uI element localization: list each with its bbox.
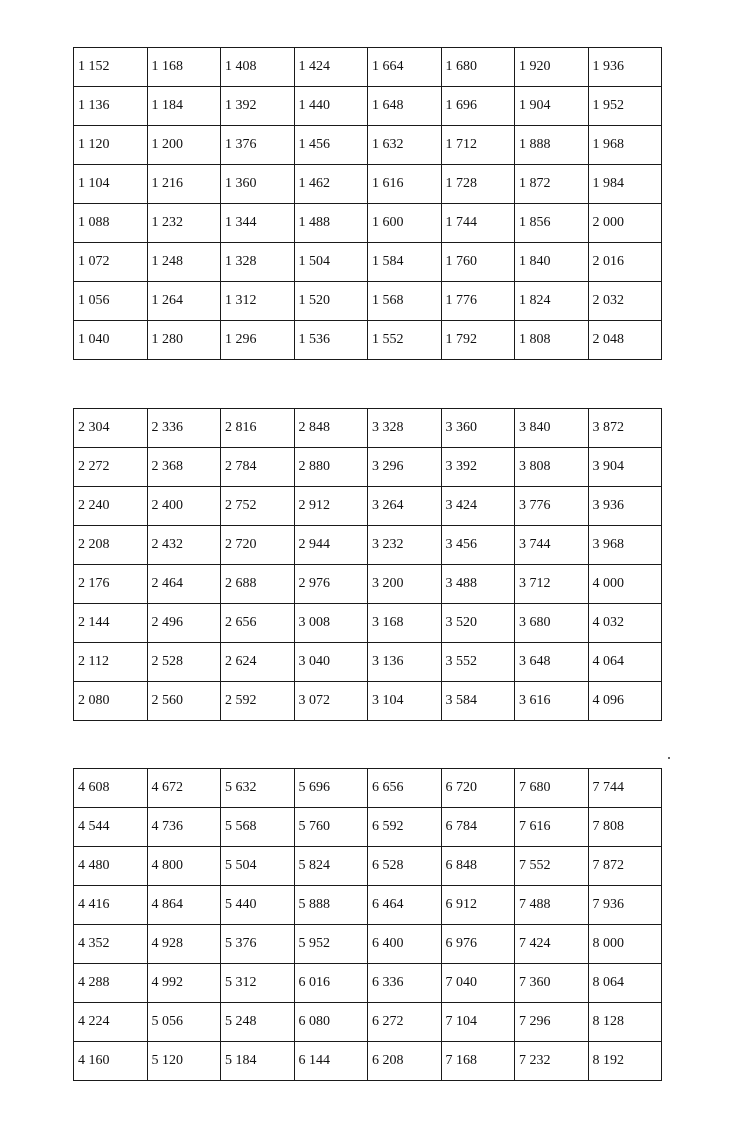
table-row <box>74 769 662 808</box>
table-cell: 3 840 <box>515 409 589 448</box>
table-cell: 1 056 <box>74 282 148 321</box>
table-cell: 4 544 <box>74 808 148 847</box>
table-cell: 4 800 <box>147 847 221 886</box>
table-body <box>74 48 662 360</box>
table-row <box>74 604 662 643</box>
table-cell: 1 104 <box>74 165 148 204</box>
table-row <box>74 886 662 925</box>
table-cell: 6 784 <box>441 808 515 847</box>
table-cell: 7 680 <box>515 769 589 808</box>
stray-dot <box>668 757 670 759</box>
table-cell: 1 120 <box>74 126 148 165</box>
table-cell: 2 080 <box>74 682 148 721</box>
number-table-1 <box>73 47 662 360</box>
table-cell: 3 296 <box>368 448 442 487</box>
table-row <box>74 808 662 847</box>
table-cell: 2 528 <box>147 643 221 682</box>
table-cell: 1 568 <box>368 282 442 321</box>
table-row <box>74 682 662 721</box>
table-cell: 3 040 <box>294 643 368 682</box>
table-cell: 1 392 <box>221 87 295 126</box>
table-cell: 3 744 <box>515 526 589 565</box>
table-cell: 1 616 <box>368 165 442 204</box>
table-cell: 1 136 <box>74 87 148 126</box>
table-cell: 8 128 <box>588 1003 662 1042</box>
table-cell: 1 744 <box>441 204 515 243</box>
table-cell: 1 520 <box>294 282 368 321</box>
table-cell: 2 176 <box>74 565 148 604</box>
table-cell: 6 848 <box>441 847 515 886</box>
table-cell: 7 488 <box>515 886 589 925</box>
table-cell: 1 552 <box>368 321 442 360</box>
table-body <box>74 769 662 1081</box>
table-cell: 2 432 <box>147 526 221 565</box>
table-row <box>74 1042 662 1081</box>
table-cell: 1 360 <box>221 165 295 204</box>
table-cell: 2 688 <box>221 565 295 604</box>
table-cell: 2 496 <box>147 604 221 643</box>
table-cell: 8 000 <box>588 925 662 964</box>
table-cell: 1 168 <box>147 48 221 87</box>
table-cell: 3 424 <box>441 487 515 526</box>
table-cell: 2 592 <box>221 682 295 721</box>
table-cell: 1 296 <box>221 321 295 360</box>
table-cell: 7 040 <box>441 964 515 1003</box>
table-cell: 1 808 <box>515 321 589 360</box>
table-cell: 2 000 <box>588 204 662 243</box>
table-cell: 5 760 <box>294 808 368 847</box>
table-cell: 5 056 <box>147 1003 221 1042</box>
table-row <box>74 487 662 526</box>
table-cell: 4 480 <box>74 847 148 886</box>
table-cell: 1 200 <box>147 126 221 165</box>
table-cell: 1 504 <box>294 243 368 282</box>
table-cell: 2 336 <box>147 409 221 448</box>
table-cell: 3 136 <box>368 643 442 682</box>
table-cell: 4 736 <box>147 808 221 847</box>
table-cell: 2 032 <box>588 282 662 321</box>
table-cell: 1 072 <box>74 243 148 282</box>
table-cell: 7 424 <box>515 925 589 964</box>
table-cell: 1 232 <box>147 204 221 243</box>
table-cell: 2 240 <box>74 487 148 526</box>
table-cell: 5 184 <box>221 1042 295 1081</box>
table-cell: 4 288 <box>74 964 148 1003</box>
table-row <box>74 282 662 321</box>
table-cell: 2 016 <box>588 243 662 282</box>
table-cell: 5 376 <box>221 925 295 964</box>
table-cell: 1 920 <box>515 48 589 87</box>
table-body <box>74 409 662 721</box>
table-cell: 1 952 <box>588 87 662 126</box>
table-cell: 6 656 <box>368 769 442 808</box>
table-cell: 5 824 <box>294 847 368 886</box>
table-cell: 2 784 <box>221 448 295 487</box>
table-cell: 7 552 <box>515 847 589 886</box>
table-cell: 3 264 <box>368 487 442 526</box>
table-cell: 2 944 <box>294 526 368 565</box>
table-cell: 5 888 <box>294 886 368 925</box>
table-cell: 1 792 <box>441 321 515 360</box>
table-cell: 1 680 <box>441 48 515 87</box>
table-cell: 1 184 <box>147 87 221 126</box>
table-cell: 8 064 <box>588 964 662 1003</box>
table-cell: 3 584 <box>441 682 515 721</box>
table-cell: 6 336 <box>368 964 442 1003</box>
table-cell: 5 312 <box>221 964 295 1003</box>
table-cell: 5 568 <box>221 808 295 847</box>
table-cell: 2 048 <box>588 321 662 360</box>
table-cell: 1 456 <box>294 126 368 165</box>
table-row <box>74 87 662 126</box>
table-cell: 6 400 <box>368 925 442 964</box>
table-cell: 2 720 <box>221 526 295 565</box>
table-cell: 1 248 <box>147 243 221 282</box>
table-cell: 1 632 <box>368 126 442 165</box>
table-cell: 2 976 <box>294 565 368 604</box>
table-row <box>74 964 662 1003</box>
table-cell: 4 032 <box>588 604 662 643</box>
table-cell: 1 648 <box>368 87 442 126</box>
table-cell: 1 408 <box>221 48 295 87</box>
table-cell: 1 328 <box>221 243 295 282</box>
table-cell: 1 264 <box>147 282 221 321</box>
table-cell: 3 680 <box>515 604 589 643</box>
table-cell: 3 904 <box>588 448 662 487</box>
table-row <box>74 643 662 682</box>
table-cell: 1 216 <box>147 165 221 204</box>
table-cell: 2 368 <box>147 448 221 487</box>
table-cell: 6 080 <box>294 1003 368 1042</box>
table-cell: 2 272 <box>74 448 148 487</box>
table-row <box>74 526 662 565</box>
table-cell: 3 456 <box>441 526 515 565</box>
table-cell: 7 744 <box>588 769 662 808</box>
table-cell: 3 872 <box>588 409 662 448</box>
table-cell: 3 552 <box>441 643 515 682</box>
table-cell: 1 344 <box>221 204 295 243</box>
table-cell: 7 360 <box>515 964 589 1003</box>
table-row <box>74 165 662 204</box>
table-cell: 7 616 <box>515 808 589 847</box>
table-cell: 8 192 <box>588 1042 662 1081</box>
table-cell: 5 440 <box>221 886 295 925</box>
table-cell: 6 976 <box>441 925 515 964</box>
table-cell: 1 536 <box>294 321 368 360</box>
table-cell: 5 248 <box>221 1003 295 1042</box>
table-row <box>74 48 662 87</box>
table-cell: 4 992 <box>147 964 221 1003</box>
table-cell: 3 808 <box>515 448 589 487</box>
table-cell: 4 096 <box>588 682 662 721</box>
table-cell: 4 064 <box>588 643 662 682</box>
table-cell: 2 208 <box>74 526 148 565</box>
table-cell: 4 864 <box>147 886 221 925</box>
table-cell: 7 936 <box>588 886 662 925</box>
table-cell: 1 600 <box>368 204 442 243</box>
table-cell: 4 224 <box>74 1003 148 1042</box>
table-row <box>74 448 662 487</box>
table-cell: 7 296 <box>515 1003 589 1042</box>
table-cell: 3 520 <box>441 604 515 643</box>
table-row <box>74 565 662 604</box>
table-row <box>74 321 662 360</box>
table-cell: 1 280 <box>147 321 221 360</box>
table-cell: 3 360 <box>441 409 515 448</box>
table-cell: 2 400 <box>147 487 221 526</box>
table-cell: 3 968 <box>588 526 662 565</box>
table-cell: 7 872 <box>588 847 662 886</box>
table-cell: 2 848 <box>294 409 368 448</box>
table-cell: 6 912 <box>441 886 515 925</box>
table-cell: 2 624 <box>221 643 295 682</box>
table-cell: 1 584 <box>368 243 442 282</box>
table-row <box>74 409 662 448</box>
table-cell: 3 008 <box>294 604 368 643</box>
table-cell: 1 376 <box>221 126 295 165</box>
table-cell: 6 528 <box>368 847 442 886</box>
table-cell: 1 856 <box>515 204 589 243</box>
table-cell: 1 968 <box>588 126 662 165</box>
number-table-2 <box>73 408 662 721</box>
table-cell: 1 424 <box>294 48 368 87</box>
table-cell: 6 592 <box>368 808 442 847</box>
table-row <box>74 847 662 886</box>
table-cell: 3 104 <box>368 682 442 721</box>
table-cell: 1 088 <box>74 204 148 243</box>
table-cell: 6 272 <box>368 1003 442 1042</box>
table-row <box>74 243 662 282</box>
table-cell: 3 936 <box>588 487 662 526</box>
table-cell: 1 152 <box>74 48 148 87</box>
table-cell: 2 880 <box>294 448 368 487</box>
table-cell: 1 696 <box>441 87 515 126</box>
table-cell: 3 232 <box>368 526 442 565</box>
table-cell: 1 488 <box>294 204 368 243</box>
table-cell: 6 464 <box>368 886 442 925</box>
table-cell: 7 808 <box>588 808 662 847</box>
table-cell: 4 608 <box>74 769 148 808</box>
table-cell: 2 912 <box>294 487 368 526</box>
table-cell: 2 304 <box>74 409 148 448</box>
table-cell: 1 040 <box>74 321 148 360</box>
table-cell: 1 728 <box>441 165 515 204</box>
table-cell: 5 696 <box>294 769 368 808</box>
table-cell: 1 712 <box>441 126 515 165</box>
table-cell: 1 984 <box>588 165 662 204</box>
table-row <box>74 1003 662 1042</box>
table-cell: 3 616 <box>515 682 589 721</box>
table-cell: 3 168 <box>368 604 442 643</box>
table-cell: 2 560 <box>147 682 221 721</box>
table-cell: 2 752 <box>221 487 295 526</box>
table-cell: 2 464 <box>147 565 221 604</box>
table-row <box>74 204 662 243</box>
table-cell: 1 776 <box>441 282 515 321</box>
table-cell: 1 760 <box>441 243 515 282</box>
table-cell: 6 144 <box>294 1042 368 1081</box>
table-cell: 5 632 <box>221 769 295 808</box>
table-row <box>74 925 662 964</box>
table-cell: 1 888 <box>515 126 589 165</box>
table-cell: 3 328 <box>368 409 442 448</box>
table-cell: 1 664 <box>368 48 442 87</box>
table-cell: 3 488 <box>441 565 515 604</box>
table-cell: 1 936 <box>588 48 662 87</box>
table-cell: 2 112 <box>74 643 148 682</box>
table-cell: 2 816 <box>221 409 295 448</box>
table-cell: 1 462 <box>294 165 368 204</box>
table-cell: 4 000 <box>588 565 662 604</box>
table-cell: 3 648 <box>515 643 589 682</box>
table-cell: 6 208 <box>368 1042 442 1081</box>
table-cell: 3 200 <box>368 565 442 604</box>
table-cell: 4 416 <box>74 886 148 925</box>
table-cell: 5 120 <box>147 1042 221 1081</box>
table-cell: 6 720 <box>441 769 515 808</box>
table-cell: 1 312 <box>221 282 295 321</box>
table-cell: 3 392 <box>441 448 515 487</box>
table-cell: 4 672 <box>147 769 221 808</box>
table-cell: 1 904 <box>515 87 589 126</box>
table-cell: 3 712 <box>515 565 589 604</box>
table-cell: 3 776 <box>515 487 589 526</box>
table-cell: 1 440 <box>294 87 368 126</box>
table-cell: 1 840 <box>515 243 589 282</box>
table-cell: 1 824 <box>515 282 589 321</box>
table-cell: 4 352 <box>74 925 148 964</box>
table-cell: 2 656 <box>221 604 295 643</box>
table-cell: 1 872 <box>515 165 589 204</box>
table-row <box>74 126 662 165</box>
table-cell: 2 144 <box>74 604 148 643</box>
table-cell: 5 504 <box>221 847 295 886</box>
table-cell: 4 160 <box>74 1042 148 1081</box>
table-cell: 7 168 <box>441 1042 515 1081</box>
table-cell: 7 104 <box>441 1003 515 1042</box>
table-cell: 5 952 <box>294 925 368 964</box>
table-cell: 3 072 <box>294 682 368 721</box>
table-cell: 7 232 <box>515 1042 589 1081</box>
table-cell: 4 928 <box>147 925 221 964</box>
number-table-3 <box>73 768 662 1081</box>
table-cell: 6 016 <box>294 964 368 1003</box>
